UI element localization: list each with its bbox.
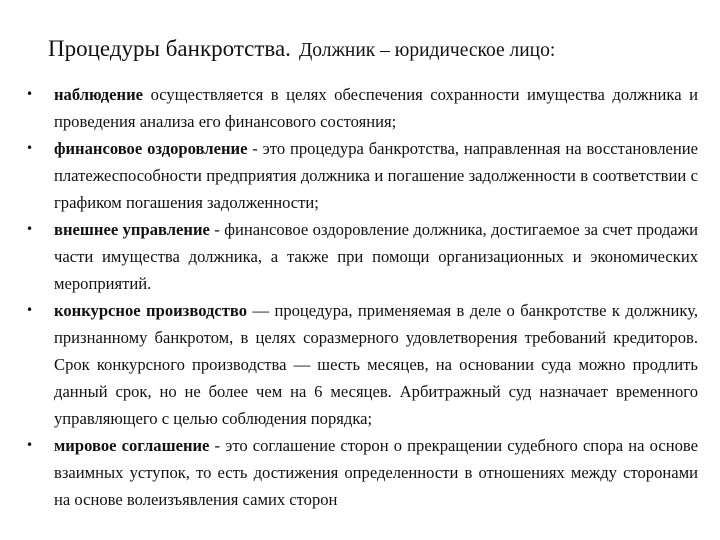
- bullet-icon: •: [26, 87, 34, 101]
- list-item-financial-recovery: [26, 135, 698, 216]
- list-item-external-management: [26, 216, 698, 297]
- bullet-icon: •: [26, 438, 34, 452]
- title-sub: Должник – юридическое лицо:: [298, 40, 556, 61]
- term-financial-recovery: финансовое оздоровление: [54, 139, 248, 158]
- list-item-settlement-agreement: [26, 432, 698, 513]
- description-settlement-agreement: - это соглашение сторон о прекращении судебного спора на основе взаимных уступок, то есть достижения определенности в отношениях между сторонами на основе волеизъявления самих сторон: [54, 436, 698, 509]
- term-bankruptcy-proceedings: конкурсное производство: [54, 301, 248, 320]
- list-item-bankruptcy-proceedings: [26, 297, 698, 432]
- bullet-icon: •: [26, 141, 34, 155]
- description-external-management: - финансовое оздоровление должника, достигаемое за счет продажи части имущества должника, а также при помощи организационных и экономических мероприятий.: [54, 220, 698, 293]
- title-main: Процедуры банкротства.: [48, 36, 291, 61]
- description-financial-recovery: - это процедура банкротства, направленная на восстановление платежеспособности предприятия должника и погашение задолженности в соответствии с графиком погашения задолженности;: [54, 139, 698, 212]
- description-observation: осуществляется в целях обеспечения сохранности имущества должника и проведения анализа его финансового состояния;: [54, 85, 698, 131]
- term-observation: наблюдение: [54, 85, 144, 104]
- bullet-icon: •: [26, 222, 34, 236]
- bullet-icon: •: [26, 303, 34, 317]
- procedure-list: [26, 81, 698, 513]
- slide-title: [48, 36, 708, 62]
- term-external-management: внешнее управление: [54, 220, 210, 239]
- term-settlement-agreement: мировое соглашение: [54, 436, 210, 455]
- description-bankruptcy-proceedings: — процедура, применяемая в деле о банкротстве к должнику, признанному банкротом, в целях соразмерного удовлетворения требований кредиторов. Срок конкурсного производства — шесть месяцев, на основании суда можно продлить данный срок, но не более чем на 6 месяцев. Арбитражный суд назначает временного управляющего с целью соблюдения порядка;: [54, 301, 699, 428]
- list-item-observation: [26, 81, 698, 135]
